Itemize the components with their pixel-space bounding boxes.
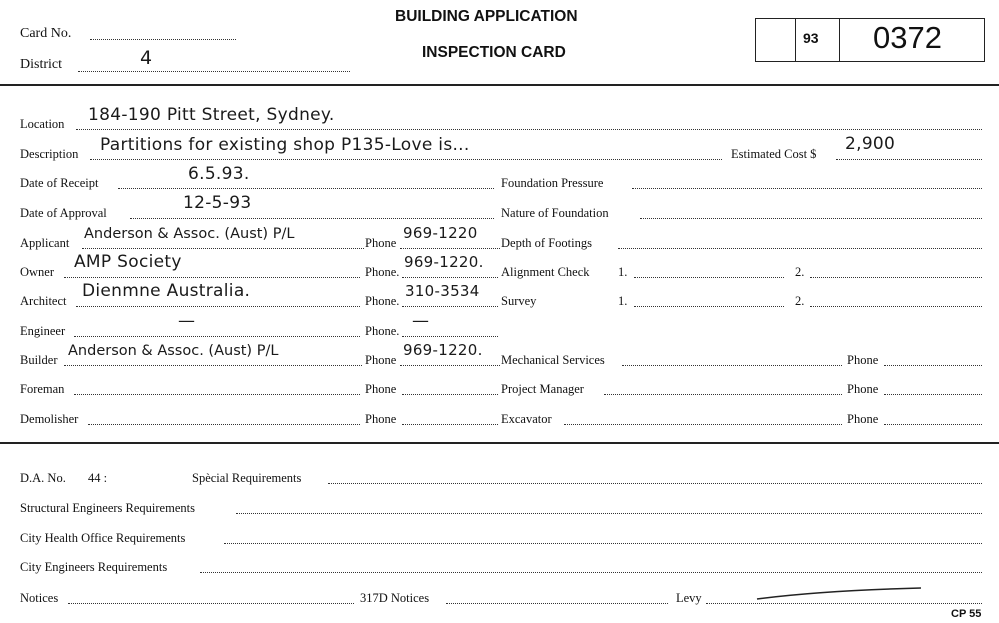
city-health-label: City Health Office Requirements (20, 531, 186, 545)
location-field[interactable] (76, 129, 982, 130)
alignment-check-1-label: 1. (618, 265, 628, 279)
description-label: Description (20, 147, 79, 161)
header-rule (0, 84, 999, 86)
builder-label: Builder (20, 353, 58, 367)
alignment-check-label: Alignment Check (501, 265, 590, 279)
demolisher-label: Demolisher (20, 412, 79, 426)
middle-rule (0, 442, 999, 444)
architect-label: Architect (20, 294, 67, 308)
card-year: 93 (803, 30, 819, 46)
location-value: 184-190 Pitt Street, Sydney. (88, 105, 335, 125)
mechanical-services-field[interactable] (622, 365, 842, 366)
district-value: 4 (140, 47, 153, 69)
estimated-cost-field[interactable] (836, 159, 982, 160)
card-number-divider-2 (839, 18, 840, 62)
engineer-label: Engineer (20, 324, 66, 338)
mechanical-services-phone-label: Phone (847, 353, 879, 367)
special-requirements-field[interactable] (328, 483, 982, 484)
city-engineers-label: City Engineers Requirements (20, 560, 168, 574)
builder-field[interactable] (64, 365, 362, 366)
date-of-approval-value: 12-5-93 (183, 193, 252, 213)
city-engineers-field[interactable] (200, 572, 982, 573)
district-label: District (20, 57, 62, 72)
depth-of-footings-field[interactable] (618, 248, 982, 249)
mechanical-services-phone-field[interactable] (884, 365, 982, 366)
foreman-label: Foreman (20, 382, 65, 396)
survey-2-label: 2. (795, 294, 805, 308)
foundation-pressure-field[interactable] (632, 188, 982, 189)
card-number: 0372 (873, 20, 942, 55)
project-manager-field[interactable] (604, 394, 842, 395)
foundation-pressure-label: Foundation Pressure (501, 176, 604, 190)
notices-317d-label: 317D Notices (360, 591, 430, 605)
notices-field[interactable] (68, 603, 354, 604)
demolisher-field[interactable] (88, 424, 360, 425)
levy-label: Levy (676, 591, 702, 605)
engineer-phone-value: — (412, 311, 430, 331)
project-manager-phone-field[interactable] (884, 394, 982, 395)
applicant-phone-field[interactable] (400, 248, 500, 249)
form-title-line1: BUILDING APPLICATION (395, 8, 578, 25)
card-no-field[interactable] (90, 39, 236, 40)
architect-phone-label: Phone. (365, 294, 400, 308)
architect-phone-value: 310-3534 (405, 282, 480, 300)
description-field[interactable] (90, 159, 722, 160)
foreman-phone-label: Phone (365, 382, 397, 396)
architect-value: Dienmne Australia. (82, 281, 251, 301)
engineer-field[interactable] (74, 336, 360, 337)
demolisher-phone-field[interactable] (402, 424, 498, 425)
card-number-box (755, 18, 985, 62)
location-label: Location (20, 117, 65, 131)
excavator-phone-label: Phone (847, 412, 879, 426)
demolisher-phone-label: Phone (365, 412, 397, 426)
nature-of-foundation-label: Nature of Foundation (501, 206, 609, 220)
estimated-cost-value: 2,900 (845, 134, 896, 154)
alignment-check-2-label: 2. (795, 265, 805, 279)
structural-engineers-label: Structural Engineers Requirements (20, 501, 195, 515)
date-of-receipt-value: 6.5.93. (188, 164, 250, 184)
alignment-check-2-field[interactable] (810, 277, 982, 278)
survey-1-field[interactable] (634, 306, 784, 307)
form-title-line2: INSPECTION CARD (422, 44, 566, 61)
applicant-value: Anderson & Assoc. (Aust) P/L (84, 226, 295, 242)
estimated-cost-label: Estimated Cost $ (731, 147, 817, 161)
foreman-field[interactable] (74, 394, 360, 395)
da-no-value: 44 : (88, 471, 108, 485)
owner-phone-value: 969-1220. (404, 253, 484, 271)
excavator-label: Excavator (501, 412, 552, 426)
owner-field[interactable] (64, 277, 360, 278)
owner-value: AMP Society (74, 252, 182, 272)
applicant-label: Applicant (20, 236, 70, 250)
architect-field[interactable] (76, 306, 360, 307)
engineer-phone-field[interactable] (402, 336, 498, 337)
date-of-receipt-field[interactable] (118, 188, 494, 189)
district-field[interactable] (78, 71, 350, 72)
engineer-value: — (178, 311, 196, 331)
builder-value: Anderson & Assoc. (Aust) P/L (68, 343, 279, 359)
notices-label: Notices (20, 591, 59, 605)
date-of-approval-field[interactable] (130, 218, 494, 219)
applicant-field[interactable] (82, 248, 364, 249)
owner-phone-field[interactable] (402, 277, 498, 278)
nature-of-foundation-field[interactable] (640, 218, 982, 219)
owner-phone-label: Phone. (365, 265, 400, 279)
alignment-check-1-field[interactable] (634, 277, 784, 278)
levy-dash-mark (755, 580, 925, 604)
project-manager-label: Project Manager (501, 382, 584, 396)
architect-phone-field[interactable] (402, 306, 498, 307)
date-of-receipt-label: Date of Receipt (20, 176, 99, 190)
survey-2-field[interactable] (810, 306, 982, 307)
card-number-divider-1 (795, 18, 796, 62)
applicant-phone-value: 969-1220 (403, 224, 478, 242)
notices-317d-field[interactable] (446, 603, 668, 604)
special-requirements-label: Spècial Requirements (192, 471, 302, 485)
card-no-label: Card No. (20, 26, 72, 41)
builder-phone-value: 969-1220. (403, 341, 483, 359)
engineer-phone-label: Phone. (365, 324, 400, 338)
structural-engineers-field[interactable] (236, 513, 982, 514)
description-value: Partitions for existing shop P135-Love is... (100, 135, 470, 155)
excavator-field[interactable] (564, 424, 842, 425)
form-code: CP 55 (951, 608, 982, 620)
foreman-phone-field[interactable] (402, 394, 498, 395)
owner-label: Owner (20, 265, 55, 279)
applicant-phone-label: Phone (365, 236, 397, 250)
depth-of-footings-label: Depth of Footings (501, 236, 592, 250)
da-no-label: D.A. No. (20, 471, 66, 485)
survey-label: Survey (501, 294, 537, 308)
survey-1-label: 1. (618, 294, 628, 308)
date-of-approval-label: Date of Approval (20, 206, 107, 220)
mechanical-services-label: Mechanical Services (501, 353, 605, 367)
project-manager-phone-label: Phone (847, 382, 879, 396)
builder-phone-label: Phone (365, 353, 397, 367)
city-health-field[interactable] (224, 543, 982, 544)
excavator-phone-field[interactable] (884, 424, 982, 425)
builder-phone-field[interactable] (400, 365, 500, 366)
